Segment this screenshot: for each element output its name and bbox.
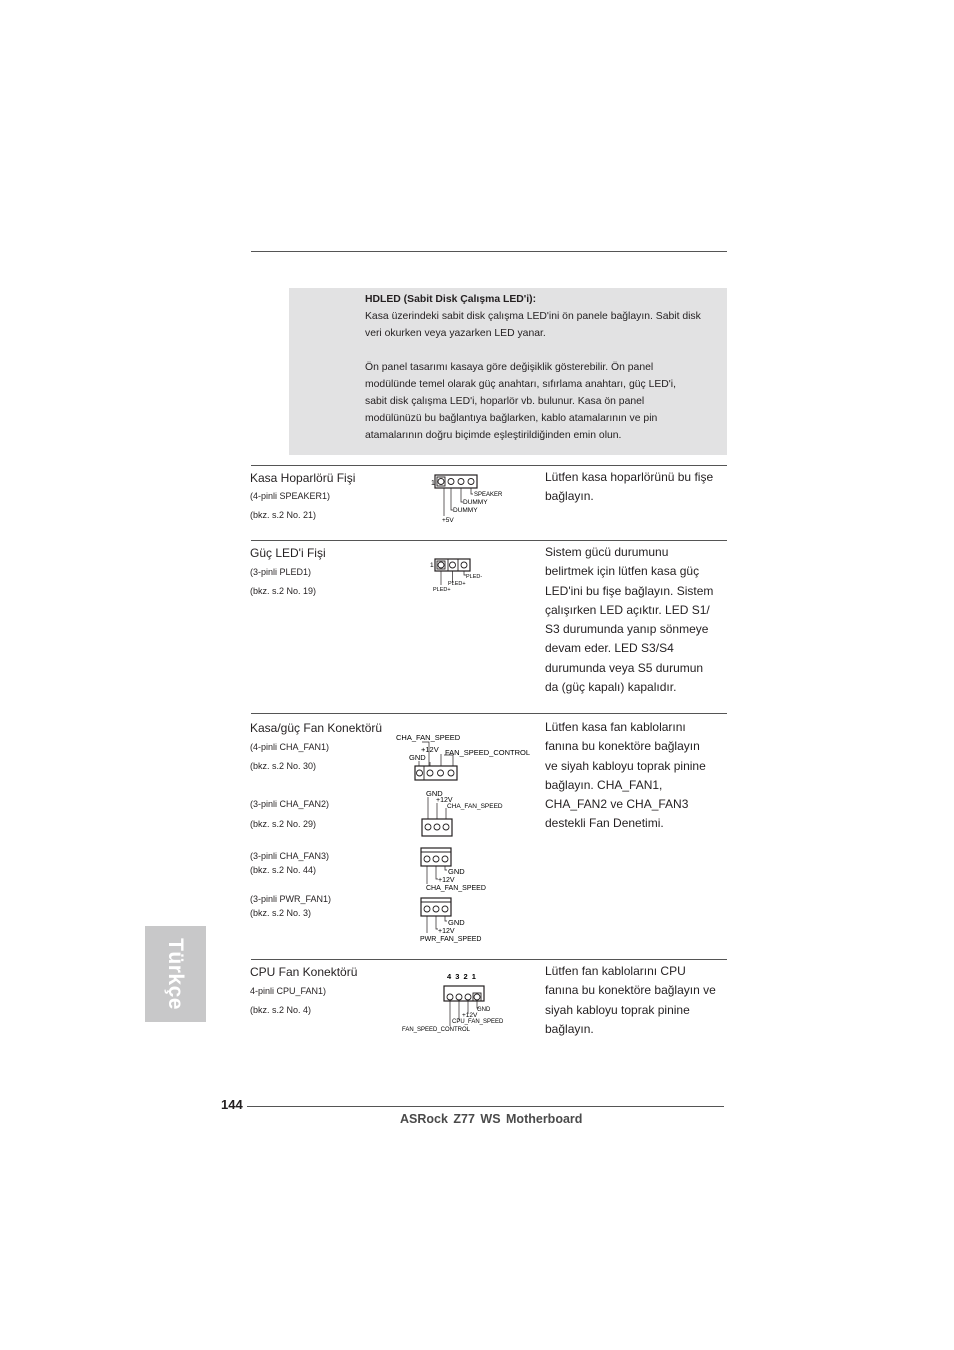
language-label: Türkçe <box>164 938 187 1010</box>
chafan-sub: (3-pinli CHA_FAN3) <box>250 851 330 861</box>
section-rule <box>251 540 727 541</box>
gnd-label: GND <box>409 753 426 762</box>
chafan-sub: (3-pinli CHA_FAN2) <box>250 799 330 809</box>
language-tab <box>145 926 206 1022</box>
cpufan-description: Lütfen fan kablolarını CPU fanına bu konektöre bağlayın ve siyah kabloyu toprak pinine bağlayın. <box>545 964 716 1036</box>
chafan-title: Kasa/güç Fan Konektörü <box>250 721 383 735</box>
section-rule <box>251 465 727 466</box>
pin1-label: 1 <box>430 562 434 569</box>
cha-fan-speed-label: CHA_FAN_SPEED <box>426 885 486 892</box>
cpu-fan-speed-label: CPU_FAN_SPEED <box>452 1019 504 1025</box>
fan-speed-control-label: FAN_SPEED_CONTROL <box>402 1027 471 1033</box>
pled-title: Güç LED'i Fişi <box>250 546 326 560</box>
dummy-pin-label: DUMMY <box>463 499 488 506</box>
note-line: veri okurken veya yazarken LED yanar. <box>365 328 546 339</box>
cpufan-title: CPU Fan Konektörü <box>250 965 358 979</box>
pled-sub1: (3-pinli PLED1) <box>250 567 312 577</box>
chafan-description: Lütfen kasa fan kablolarını fanına bu konektöre bağlayın ve siyah kabloyu toprak pinine bağlayın. CHA_FAN1, CHA_FAN2 ve CHA_FAN3 destekli Fan Denetimi. <box>545 720 706 831</box>
chafan-sub: (bkz. s.2 No. 29) <box>250 819 317 829</box>
note-line: sabit disk çalışma LED'i, hoparlör vb. bulunur. Kasa ön panel <box>365 396 645 407</box>
gnd-label: GND <box>448 918 465 927</box>
cpu-fan-connector-diagram <box>400 970 520 1035</box>
pwr-fan1-connector-diagram <box>419 897 519 945</box>
note-line: atamalarının doğru biçimde eşleştirildiğinden emin olun. <box>365 430 622 441</box>
speaker-connector-diagram <box>425 472 515 524</box>
pled-minus-label: PLED- <box>466 574 483 580</box>
plus5v-pin-label: +5V <box>442 517 454 524</box>
note-title: HDLED (Sabit Disk Çalışma LED'i): <box>365 294 537 305</box>
cpufan-sub2: (bkz. s.2 No. 4) <box>250 1005 312 1015</box>
cha-fan-speed-label: CHA_FAN_SPEED <box>396 733 461 742</box>
speaker-sub1: (4-pinli SPEAKER1) <box>250 491 331 501</box>
cha-fan2-connector-diagram <box>420 787 520 839</box>
plus12v-label: +12V <box>421 745 439 754</box>
pled-sub2: (bkz. s.2 No. 19) <box>250 586 317 596</box>
top-rule <box>251 251 727 252</box>
speaker-title: Kasa Hoparlörü Fişi <box>250 471 356 485</box>
cha-fan-speed-label: CHA_FAN_SPEED <box>447 803 503 810</box>
pin1-label: 1 <box>431 480 435 487</box>
pled-connector-diagram <box>428 557 498 595</box>
gnd-label: GND <box>426 789 443 798</box>
footer-product: ASRock Z77 WS Motherboard <box>400 1112 583 1126</box>
plus12v-label: +12V <box>436 797 453 804</box>
cha-fan1-connector-diagram <box>395 731 535 783</box>
pled-plus-label: PLED+ <box>433 587 451 593</box>
gnd-label: GND <box>477 1007 491 1013</box>
pled-description: Sistem gücü durumunu belirtmek için lütfen kasa güç LED'ini bu fişe bağlayın. Sistem çalışırken LED açıktır. LED S1/ S3 durumunda yanıp sönmeye devam eder. LED S3/S4 durumunda veya S5 durumun da (güç kapalı) kapalıdır. <box>545 545 714 695</box>
pwr-fan-speed-label: PWR_FAN_SPEED <box>420 936 482 943</box>
plus12v-label: +12V <box>438 877 455 884</box>
fan-speed-control-label: FAN_SPEED_CONTROL <box>445 748 531 757</box>
section-rule <box>251 713 727 714</box>
dummy-pin-label: DUMMY <box>453 507 478 514</box>
speaker-description: Lütfen kasa hoparlörünü bu fişe bağlayın. <box>545 470 714 504</box>
note-line: Ön panel tasarımı kasaya göre değişiklik gösterebilir. Ön panel <box>365 362 654 373</box>
note-text <box>365 291 729 444</box>
chafan-sub: (bkz. s.2 No. 3) <box>250 908 312 918</box>
pled-plus-label: PLED+ <box>448 581 466 587</box>
cpufan-sub1: 4-pinli CPU_FAN1) <box>250 986 327 996</box>
speaker-sub2: (bkz. s.2 No. 21) <box>250 510 317 520</box>
chafan-sub: (4-pinli CHA_FAN1) <box>250 742 330 752</box>
plus12v-label: +12V <box>462 1012 478 1019</box>
speaker-pin-label: SPEAKER <box>474 492 503 498</box>
note-line: Kasa üzerindeki sabit disk çalışma LED'ini ön panele bağlayın. Sabit disk <box>365 311 701 322</box>
note-line: modülünüzü bu bağlantıya bağlarken, kablo atamalarının ve pin <box>365 413 658 424</box>
page-number: 144 <box>221 1097 243 1112</box>
plus12v-label: +12V <box>438 928 455 935</box>
footer-rule <box>247 1106 724 1107</box>
pin-numbers: 4 3 2 1 <box>447 972 477 981</box>
cha-fan3-connector-diagram <box>420 846 520 894</box>
chafan-sub: (bkz. s.2 No. 30) <box>250 761 317 771</box>
chafan-sub: (bkz. s.2 No. 44) <box>250 865 317 875</box>
gnd-label: GND <box>448 867 465 876</box>
chafan-sub: (3-pinli PWR_FAN1) <box>250 894 332 904</box>
note-line: modülünde temel olarak güç anahtarı, sıfırlama anahtarı, güç LED'i, <box>365 379 676 390</box>
section-rule <box>251 959 727 960</box>
